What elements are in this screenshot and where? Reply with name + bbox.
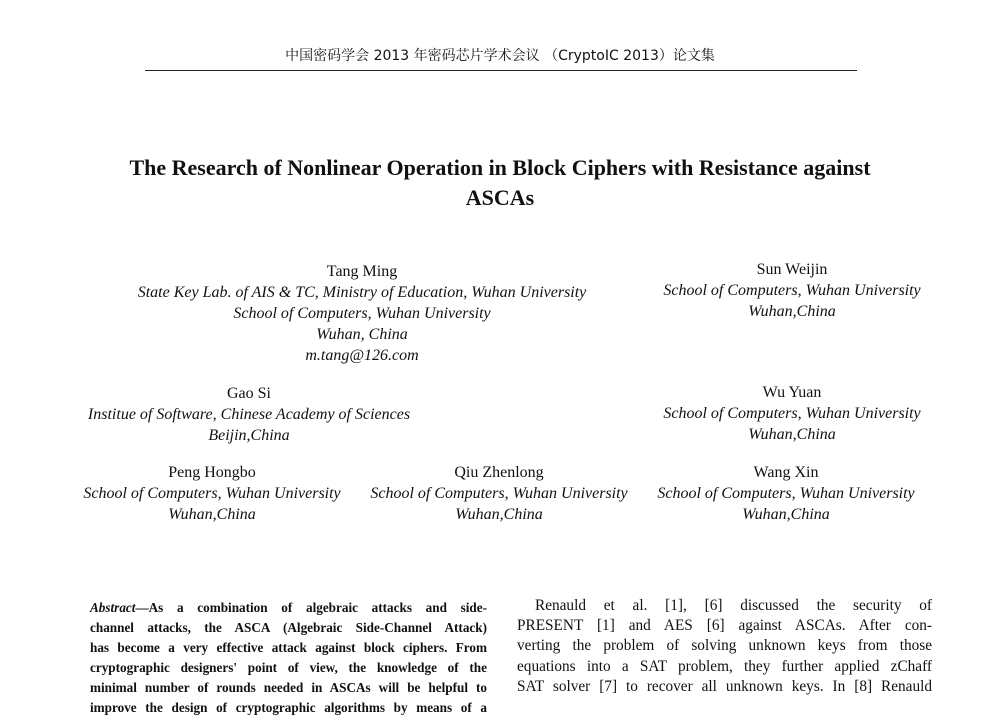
author-location: Wuhan,China <box>168 506 256 523</box>
author-affiliation: Institue of Software, Chinese Academy of Sciences <box>87 406 411 423</box>
paper-title-line-2: ASCAs <box>465 185 535 210</box>
body-line: PRESENT [1] and AES [6] against ASCAs. After con- <box>517 617 932 635</box>
body-line: verting the problem of solving unknown keys from those <box>517 637 932 655</box>
body-line: Renauld et al. [1], [6] discussed the security of <box>535 597 932 614</box>
author-affiliation: School of Computers, Wuhan University <box>663 282 921 299</box>
author-name: Qiu Zhenlong <box>454 464 544 481</box>
author-block <box>88 383 410 446</box>
abstract-line: has become a very effective attack against block ciphers. From <box>90 640 487 655</box>
author-affiliation: School of Computers, Wuhan University <box>370 485 628 502</box>
abstract-line: improve the design of cryptographic algorithms by means of a <box>90 700 487 715</box>
author-name: Wang Xin <box>753 464 819 481</box>
abstract-line: cryptographic designers' point of view, the knowledge of the <box>90 660 487 675</box>
author-block <box>138 261 587 366</box>
author-name: Sun Weijin <box>756 261 828 278</box>
author-name: Peng Hongbo <box>168 464 256 481</box>
author-block <box>657 462 914 525</box>
abstract-line: Abstract—As a combination of algebraic attacks and side- <box>90 600 487 615</box>
running-header: 中国密码学会 2013 年密码芯片学术会议 （CryptoIC 2013）论文集 <box>285 48 715 64</box>
paper-title-line-1: The Research of Nonlinear Operation in Block Ciphers with Resistance against <box>129 155 871 180</box>
author-location: Wuhan,China <box>455 506 543 523</box>
author-name: Wu Yuan <box>762 384 822 401</box>
author-block <box>663 259 920 322</box>
header-rule <box>145 70 857 71</box>
abstract-line: channel attacks, the ASCA (Algebraic Side-Channel Attack) <box>90 620 487 635</box>
author-name: Tang Ming <box>326 263 398 280</box>
author-affiliation: School of Computers, Wuhan University <box>663 405 921 422</box>
body-line: SAT solver [7] to recover all unknown keys. In [8] Renauld <box>517 677 932 695</box>
author-block <box>370 462 627 525</box>
author-email: m.tang@126.com <box>305 347 419 364</box>
author-location: Wuhan,China <box>748 303 836 320</box>
body-text <box>517 596 932 697</box>
body-line: equations into a SAT problem, they further applied zChaff <box>517 657 932 675</box>
author-name: Gao Si <box>227 385 271 402</box>
author-block <box>83 462 340 525</box>
author-block <box>663 382 920 445</box>
author-location: Wuhan,China <box>748 426 836 443</box>
author-location: Wuhan,China <box>742 506 830 523</box>
author-location: Wuhan, China <box>316 326 408 343</box>
abstract <box>90 598 487 718</box>
abstract-lead: Abstract <box>90 600 136 615</box>
author-location: Beijin,China <box>208 427 290 444</box>
abstract-line: minimal number of rounds needed in ASCAs will be helpful to <box>90 680 487 695</box>
author-affiliation: School of Computers, Wuhan University <box>657 485 915 502</box>
author-affiliation: School of Computers, Wuhan University <box>233 305 491 322</box>
author-affiliation: School of Computers, Wuhan University <box>83 485 341 502</box>
author-affiliation: State Key Lab. of AIS & TC, Ministry of Education, Wuhan University <box>137 284 587 301</box>
